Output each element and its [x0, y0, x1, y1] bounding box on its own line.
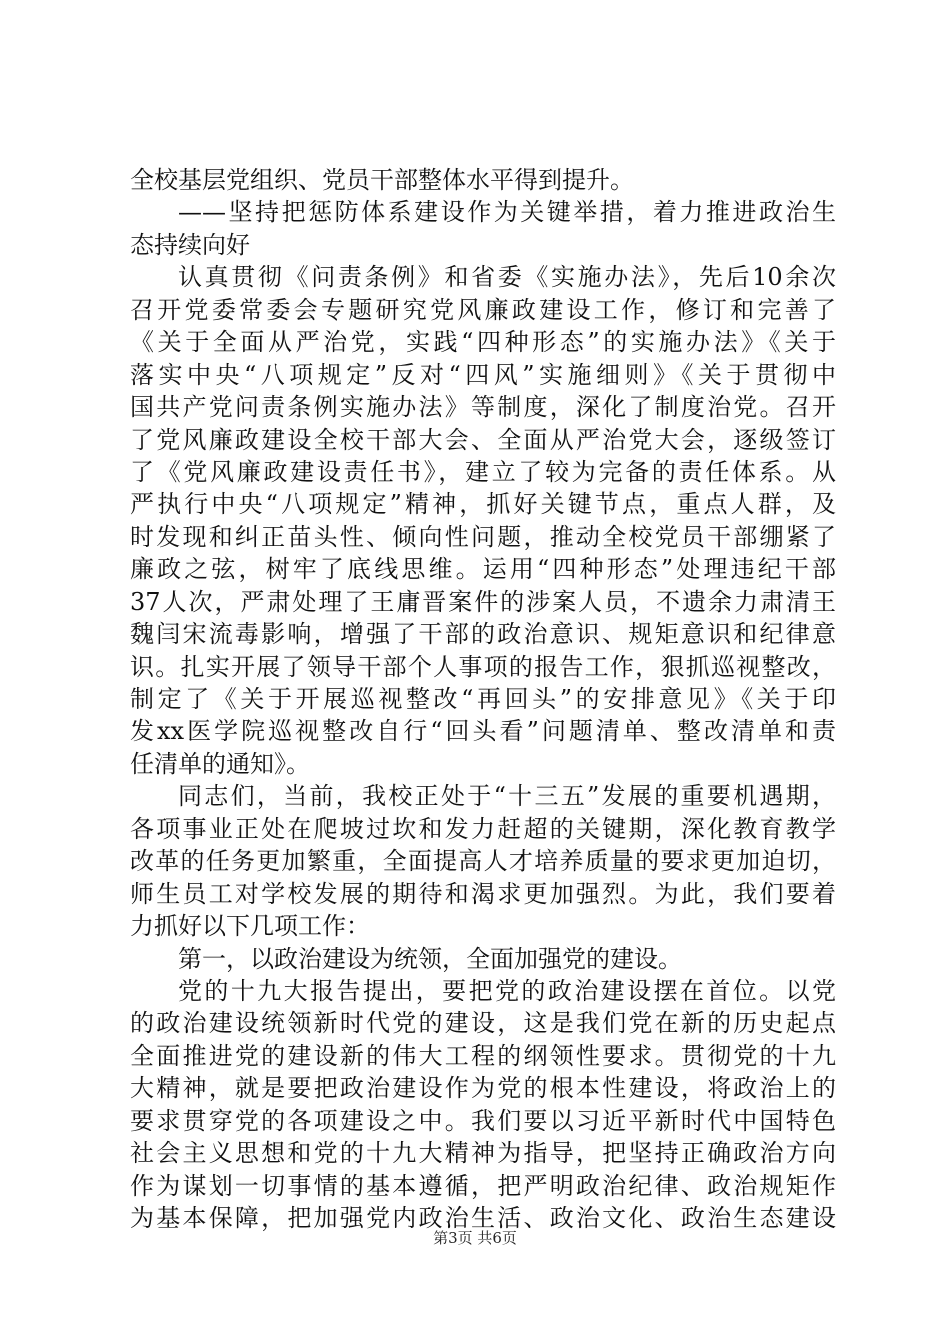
- text-line: 作为谋划一切事情的基本遵循，把严明政治纪律、政治规矩作: [130, 1171, 836, 1200]
- text-line: 时发现和纠正苗头性、倾向性问题，推动全校党员干部绷紧了: [130, 522, 836, 551]
- text-line: 态持续向好: [130, 230, 250, 259]
- document-body: [130, 164, 836, 1234]
- text-line: 廉政之弦，树牢了底线思维。运用“四种形态”处理违纪干部: [130, 555, 836, 584]
- text-line: 党的十九大报告提出，要把党的政治建设摆在首位。以党: [178, 976, 836, 1005]
- text-line: ——坚持把惩防体系建设作为关键举措，着力推进政治生: [178, 198, 836, 227]
- text-line: 全校基层党组织、党员干部整体水平得到提升。: [130, 166, 634, 194]
- text-line: 各项事业正处在爬坡过坎和发力赶超的关键期，深化教育教学: [130, 814, 836, 843]
- text-line: 魏闫宋流毒影响，增强了干部的政治意识、规矩意识和纪律意: [130, 620, 836, 649]
- text-line: 改革的任务更加繁重，全面提高人才培养质量的要求更加迫切，: [130, 847, 836, 876]
- page-number: 第3页 共6页: [433, 1229, 517, 1247]
- text-line: 师生员工对学校发展的期待和渴求更加强烈。为此，我们要着: [130, 879, 836, 908]
- text-line: 国共产党问责条例实施办法》等制度，深化了制度治党。召开: [130, 393, 836, 422]
- text-line: 社会主义思想和党的十九大精神为指导，把坚持正确政治方向: [130, 1139, 836, 1168]
- text-line: 力抓好以下几项工作：: [130, 912, 370, 941]
- text-line: 了《党风廉政建设责任书》，建立了较为完备的责任体系。从: [130, 457, 836, 486]
- text-line: 召开党委常委会专题研究党风廉政建设工作，修订和完善了: [130, 295, 836, 324]
- text-line: 为基本保障，把加强党内政治生活、政治文化、政治生态建设: [130, 1204, 836, 1232]
- text-line: 全面推进党的建设新的伟大工程的纲领性要求。贯彻党的十九: [130, 1041, 836, 1070]
- text-line: 认真贯彻《问责条例》和省委《实施办法》，先后10余次: [178, 263, 836, 292]
- text-line: 严执行中央“八项规定”精神，抓好关键节点，重点人群，及: [130, 490, 836, 519]
- text-line: 识。扎实开展了领导干部个人事项的报告工作，狠抓巡视整改，: [130, 652, 836, 681]
- text-line: 第一，以政治建设为统领，全面加强党的建设。: [178, 944, 682, 973]
- text-line: 37人次，严肃处理了王庸晋案件的涉案人员，不遗余力肃清王: [130, 587, 836, 616]
- text-line: 落实中央“八项规定”反对“四风”实施细则》《关于贯彻中: [130, 360, 836, 389]
- text-line: 同志们，当前，我校正处于“十三五”发展的重要机遇期，: [178, 782, 836, 811]
- text-line: 发xx医学院巡视整改自行“回头看”问题清单、整改清单和责: [130, 717, 836, 746]
- text-line: 《关于全面从严治党，实践“四种形态”的实施办法》《关于: [130, 328, 836, 357]
- text-line: 了党风廉政建设全校干部大会、全面从严治党大会，逐级签订: [130, 425, 836, 454]
- text-line: 的政治建设统领新时代党的建设，这是我们党在新的历史起点: [130, 1009, 836, 1038]
- text-line: 要求贯穿党的各项建设之中。我们要以习近平新时代中国特色: [130, 1106, 836, 1135]
- text-line: 制定了《关于开展巡视整改“再回头”的安排意见》《关于印: [130, 685, 836, 713]
- text-line: 大精神，就是要把政治建设作为党的根本性建设，将政治上的: [130, 1074, 836, 1103]
- text-line: 任清单的通知》。: [130, 749, 310, 778]
